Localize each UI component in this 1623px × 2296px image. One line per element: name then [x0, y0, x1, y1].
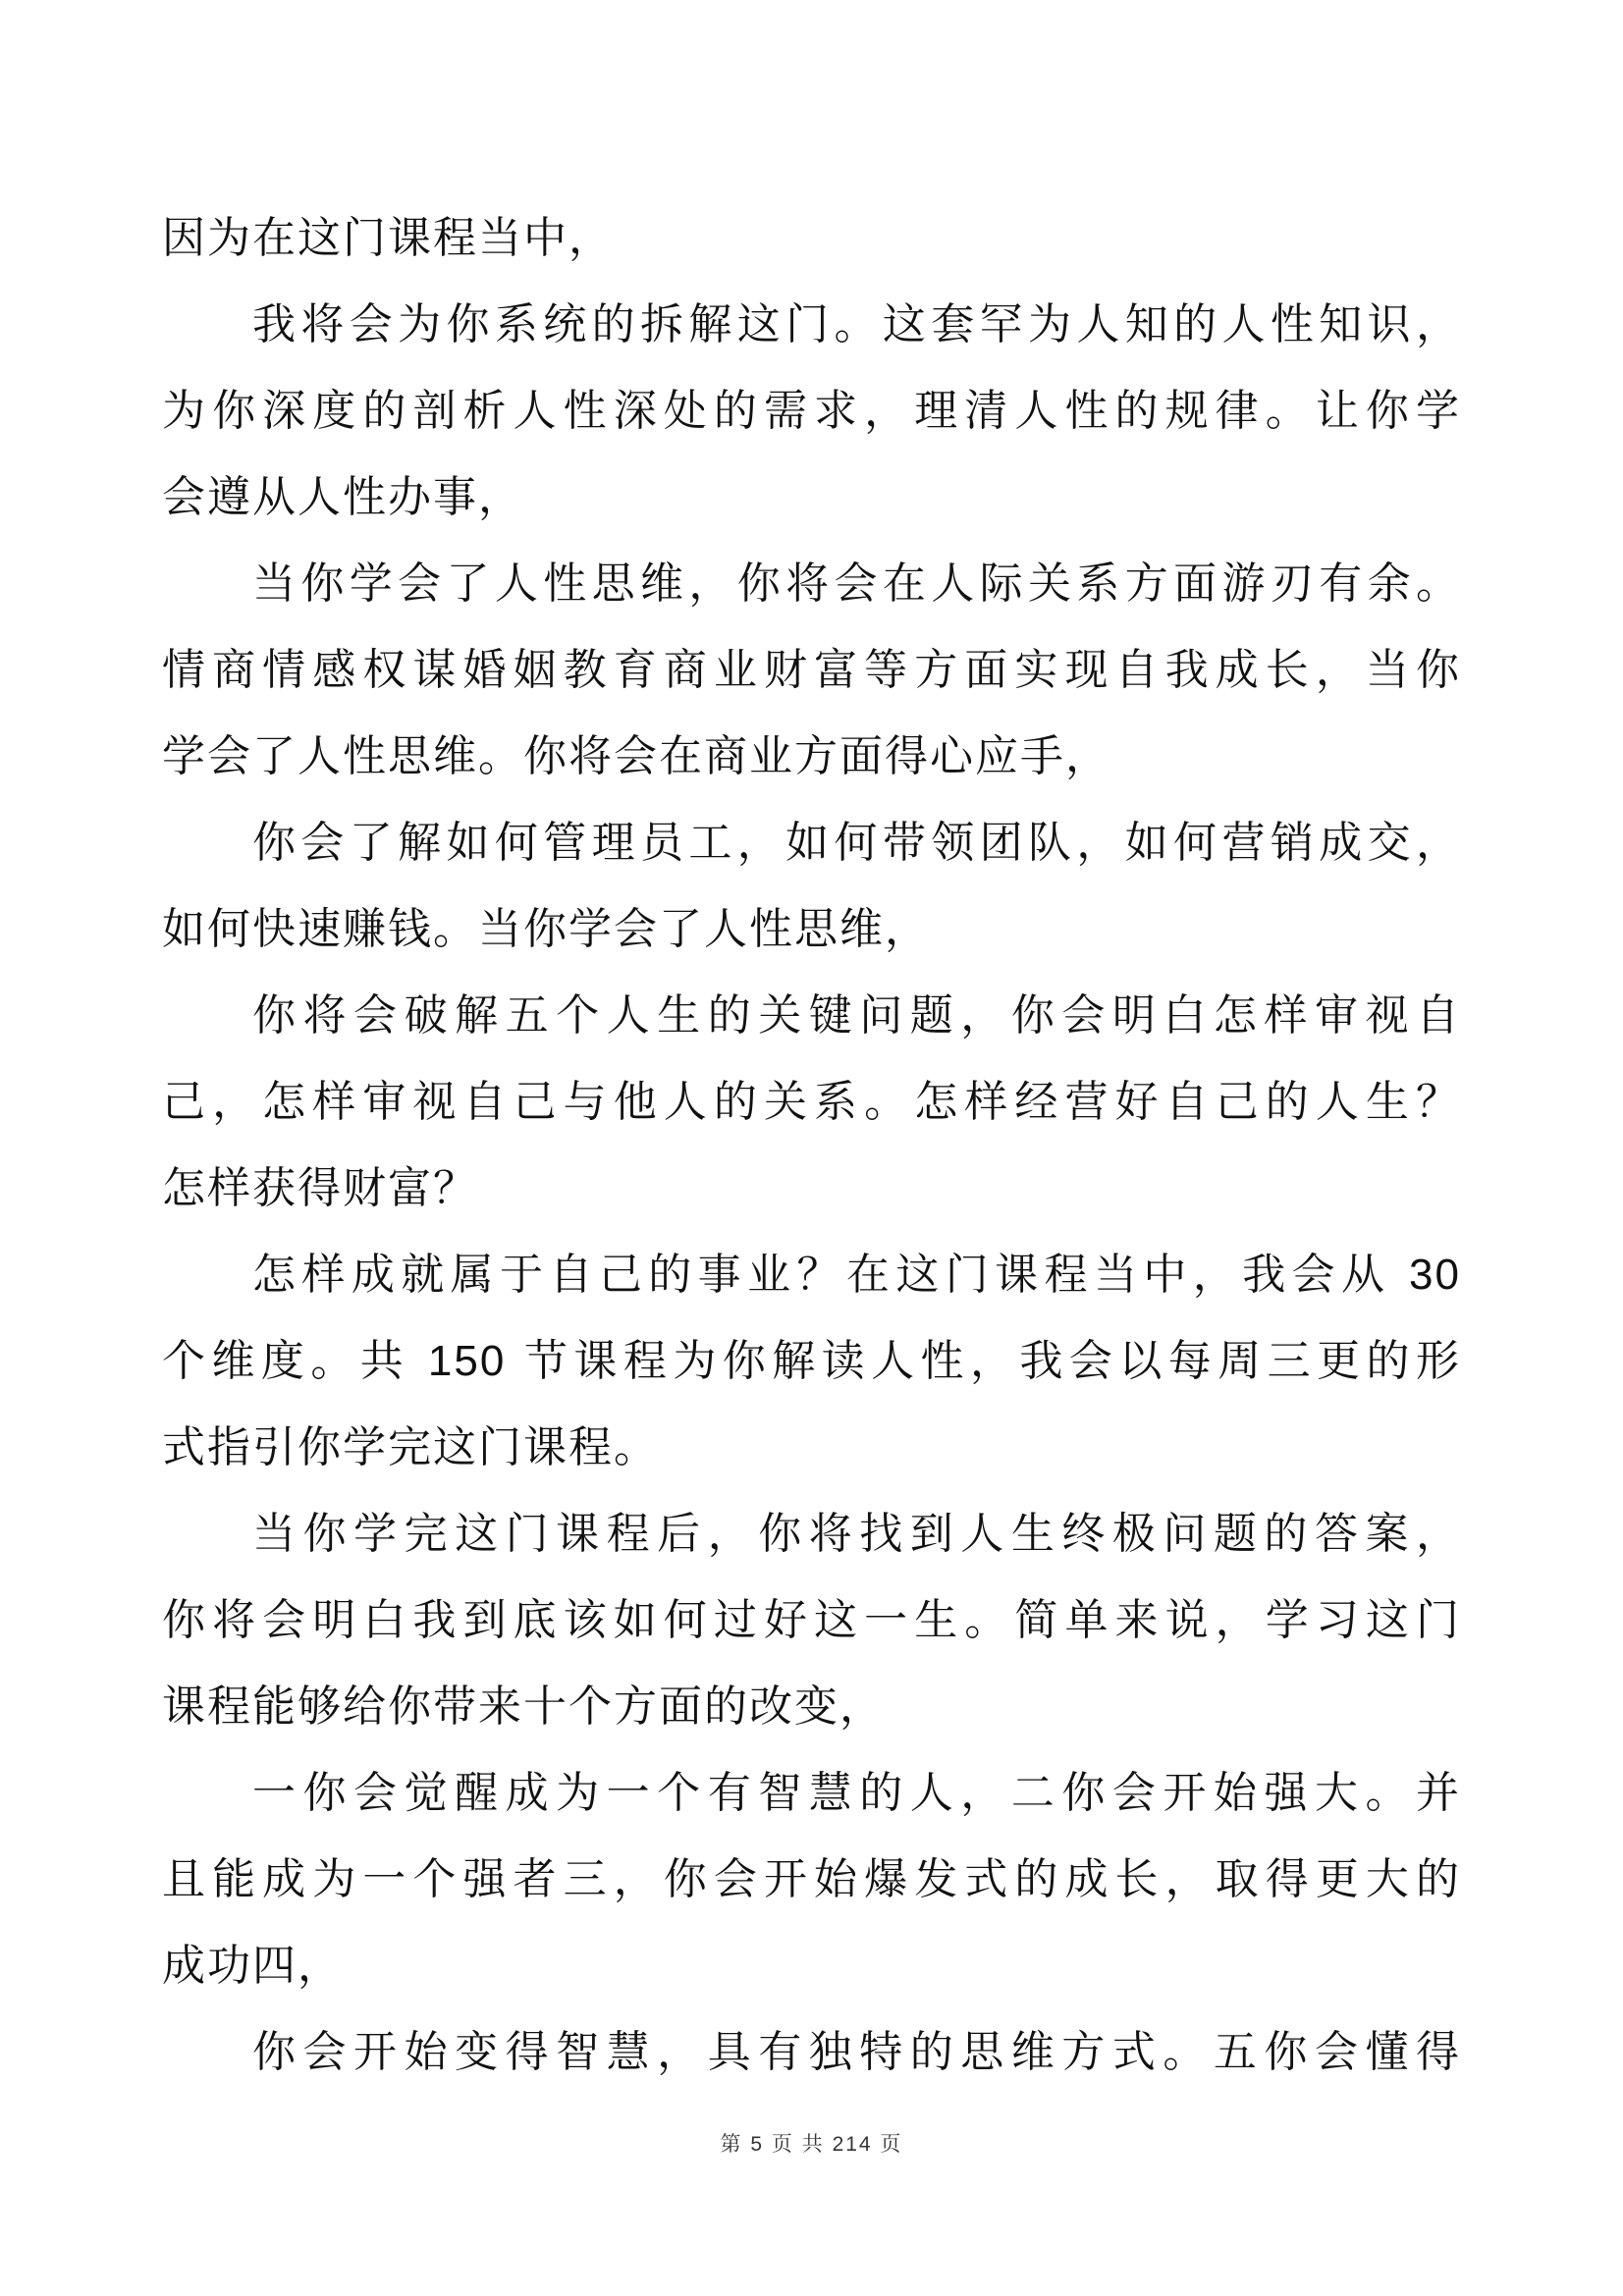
- text-line: 成功四，: [162, 1942, 343, 1990]
- document-body: [162, 195, 1461, 2096]
- text-line: 因为在这门课程当中，: [162, 214, 614, 262]
- text-line: 当你学会了人性思维，你将会在人际关系方面游刃有余。: [252, 560, 1461, 608]
- text-line: 式指引你学完这门课程。: [162, 1423, 659, 1471]
- text-line: 个维度。共 150 节课程为你解读人性，我会以每周三更的形: [162, 1337, 1461, 1385]
- text-line: 怎样成就属于自己的事业？在这门课程当中，我会从 30: [252, 1251, 1461, 1299]
- text-line: 情商情感权谋婚姻教育商业财富等方面实现自我成长，当你: [162, 646, 1461, 694]
- page-footer: [0, 2128, 1623, 2158]
- text-line: 你将会破解五个人生的关键问题，你会明白怎样审视自: [252, 991, 1461, 1040]
- text-line: 你会了解如何管理员工，如何带领团队，如何营销成交，: [252, 819, 1461, 867]
- text-line: 一你会觉醒成为一个有智慧的人，二你会开始强大。并: [252, 1769, 1461, 1817]
- text-line: 会遵从人性办事，: [162, 473, 523, 521]
- text-line: 如何快速赚钱。当你学会了人性思维，: [162, 905, 930, 953]
- text-line: 当你学完这门课程后，你将找到人生终极问题的答案，: [252, 1510, 1461, 1558]
- text-line: 且能成为一个强者三，你会开始爆发式的成长，取得更大的: [162, 1855, 1461, 1903]
- text-line: 我将会为你系统的拆解这门。这套罕为人知的人性知识，: [252, 300, 1461, 348]
- text-line: 你会开始变得智慧，具有独特的思维方式。五你会懂得: [252, 2028, 1461, 2076]
- page-number-text: 第 5 页 共 214 页: [720, 2133, 903, 2156]
- text-line: 课程能够给你带来十个方面的改变，: [162, 1682, 885, 1731]
- text-line: 为你深度的剖析人性深处的需求，理清人性的规律。让你学: [162, 387, 1461, 435]
- text-line: 怎样获得财富？: [162, 1164, 478, 1212]
- text-line: 学会了人性思维。你将会在商业方面得心应手，: [162, 732, 1110, 780]
- text-line: 己，怎样审视自己与他人的关系。怎样经营好自己的人生？: [162, 1078, 1461, 1126]
- text-line: 你将会明白我到底该如何过好这一生。简单来说，学习这门: [162, 1596, 1461, 1644]
